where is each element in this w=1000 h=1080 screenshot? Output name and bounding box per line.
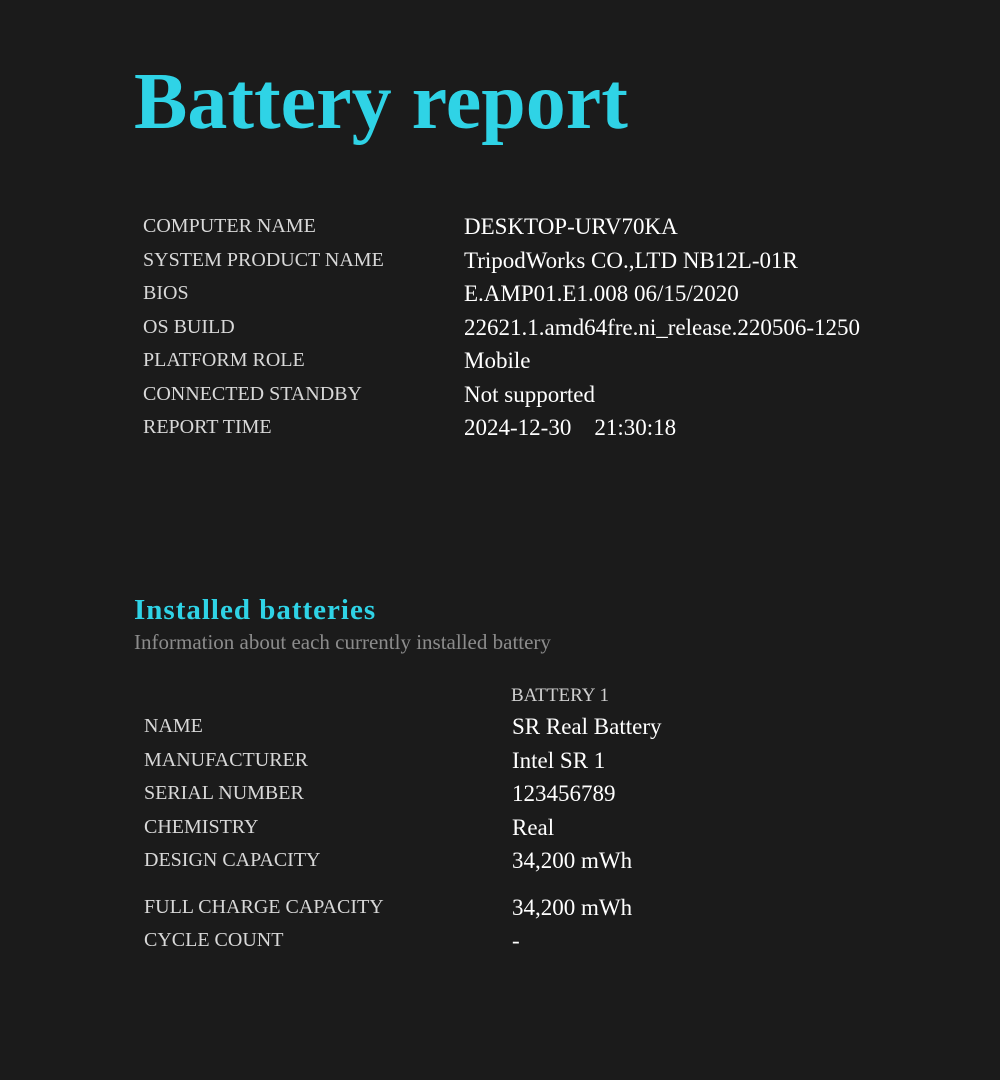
system-info-label: REPORT TIME <box>143 416 272 438</box>
battery-column-header: BATTERY 1 <box>511 685 609 706</box>
battery-value: Intel SR 1 <box>512 747 606 773</box>
system-info-label: SYSTEM PRODUCT NAME <box>143 248 384 271</box>
system-info-value: TripodWorks CO.,LTD NB12L-01R <box>464 247 798 273</box>
system-info-value: 2024-12-30 21:30:18 <box>464 415 677 440</box>
battery-value: SR Real Battery <box>512 714 662 739</box>
installed-batteries-subtitle: Information about each currently installed battery <box>134 630 551 654</box>
installed-batteries-heading: Installed batteries <box>134 594 377 626</box>
battery-label: CYCLE COUNT <box>144 929 284 951</box>
system-info-value: Mobile <box>464 348 531 373</box>
system-info-label: BIOS <box>143 282 189 304</box>
battery-label: FULL CHARGE CAPACITY <box>144 895 384 918</box>
battery-label: DESIGN CAPACITY <box>144 849 321 871</box>
battery-value: 123456789 <box>512 781 616 806</box>
battery-label: MANUFACTURER <box>144 748 309 771</box>
system-info-label: COMPUTER NAME <box>143 215 316 237</box>
battery-value: Real <box>512 814 555 840</box>
system-info-label: CONNECTED STANDBY <box>143 382 362 405</box>
battery-value: 34,200 mWh <box>512 848 633 873</box>
system-info-label: PLATFORM ROLE <box>143 349 305 371</box>
page-title: Battery report <box>134 58 628 146</box>
battery-label: CHEMISTRY <box>144 815 259 838</box>
system-info-value: 22621.1.amd64fre.ni_release.220506-1250 <box>464 314 861 340</box>
system-info-value: Not supported <box>464 381 595 407</box>
system-info-value: DESKTOP-URV70KA <box>464 214 678 239</box>
battery-value: 34,200 mWh <box>512 894 633 920</box>
battery-label: NAME <box>144 715 203 737</box>
system-info-label: OS BUILD <box>143 315 235 338</box>
battery-value: - <box>512 928 520 953</box>
system-info-value: E.AMP01.E1.008 06/15/2020 <box>464 281 739 306</box>
battery-label: SERIAL NUMBER <box>144 782 304 804</box>
